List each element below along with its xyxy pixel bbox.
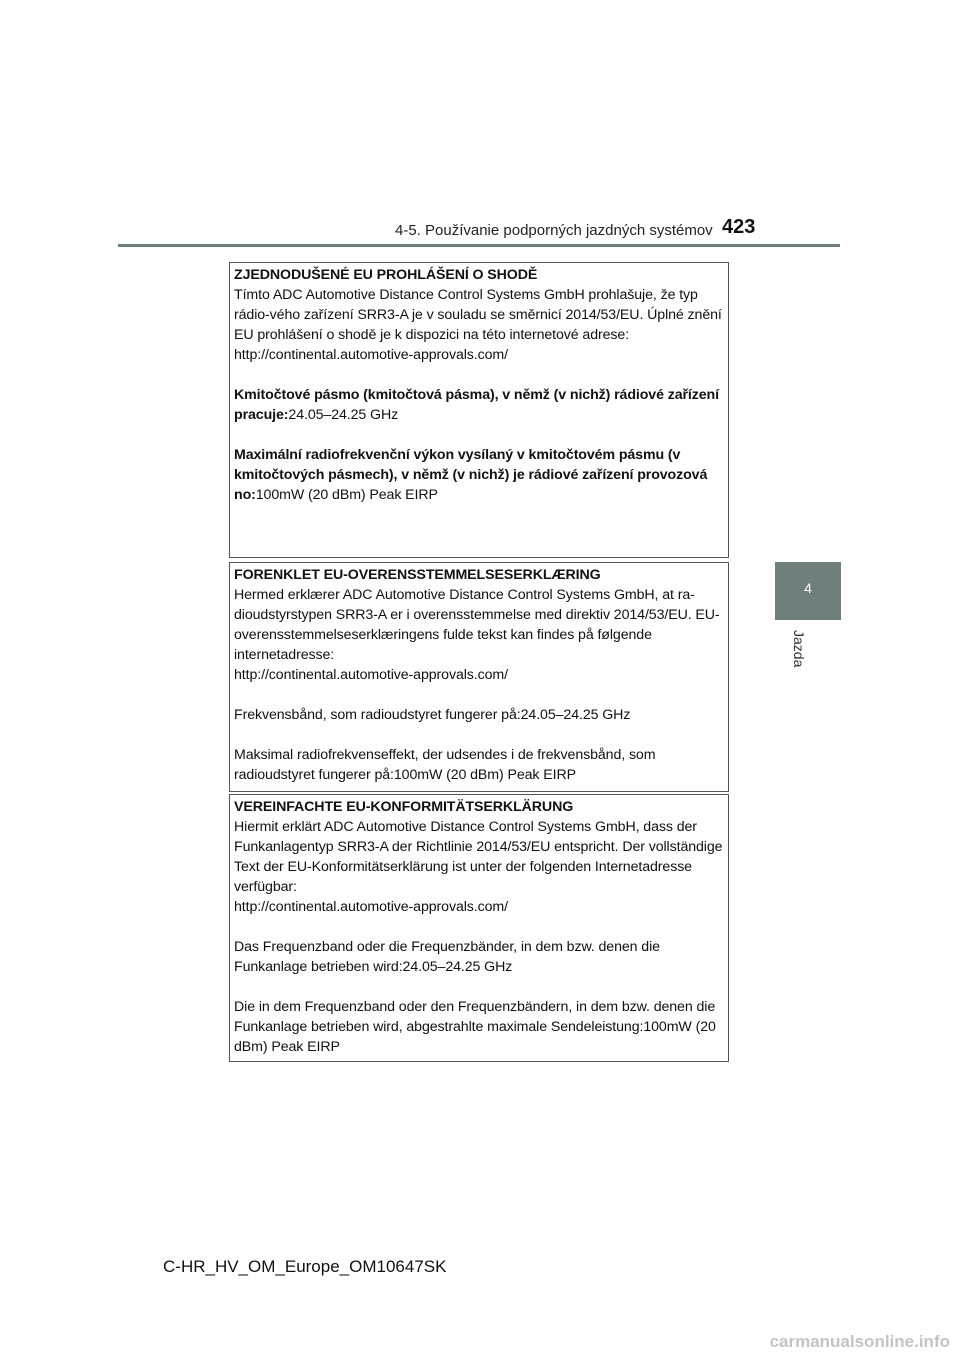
declaration-title: ZJEDNODUŠENÉ EU PROHLÁŠENÍ O SHODĚ — [234, 267, 538, 283]
chapter-number: 4 — [804, 580, 812, 596]
frequency-value: 24.05–24.25 GHz — [520, 707, 631, 723]
power-label: Maximální radiofrekvenční výkon vysílaný v kmitočtovém pásmu (v kmitočtových pásmech), v němž (v nichž) je rádiové zařízení provozová no: — [234, 447, 708, 503]
declaration-title: FORENKLET EU-OVERENSSTEMMELSESERKLÆRING — [234, 567, 601, 583]
declaration-text: Hermed erklærer ADC Automotive Distance Control Systems GmbH, at ra-dioudstyrstypen SRR3-A er i overensstemmelse med direktiv 2014/53/EU. EU-overensstemmelseserklæringens fulde tekst kan findes på følgende internetadresse: — [234, 587, 720, 663]
power-line — [234, 445, 724, 505]
frequency-line — [234, 705, 724, 725]
power-label: Maksimal radiofrekvenseffekt, der udsendes i de frekvensbånd, som radioudstyret fungerer på: — [234, 747, 656, 783]
chapter-tab — [775, 562, 841, 620]
declaration-url: http://continental.automotive-approvals.com/ — [234, 899, 508, 915]
power-label: Die in dem Frequenzband oder den Frequenzbändern, in dem bzw. denen die Funkanlage betrieben wird, abgestrahlte maximale Sendeleistung: — [234, 999, 716, 1035]
frequency-label: Kmitočtové pásmo (kmitočtová pásma), v němž (v nichž) rádiové zařízení pracuje: — [234, 387, 719, 423]
power-value: 100mW (20 dBm) Peak EIRP — [234, 1019, 716, 1055]
power-line — [234, 997, 724, 1057]
frequency-value: 24.05–24.25 GHz — [288, 407, 399, 423]
declaration-title: VEREINFACHTE EU-KONFORMITÄTSERKLÄRUNG — [234, 799, 574, 815]
header-rule — [118, 244, 840, 247]
frequency-value: 24.05–24.25 GHz — [402, 959, 513, 975]
power-value: 100mW (20 dBm) Peak EIRP — [393, 767, 576, 783]
declaration-url: http://continental.automotive-approvals.com/ — [234, 667, 508, 683]
watermark: carmanualsonline.info — [769, 1332, 950, 1351]
power-value: 100mW (20 dBm) Peak EIRP — [255, 487, 438, 503]
declaration-text: Hiermit erklärt ADC Automotive Distance Control Systems GmbH, dass der Funkanlagentyp SRR3-A der Richtlinie 2014/53/EU entspricht. Der vollständige Text der EU-Konformitätserklärung ist unter der folgenden Internetadresse verfügbar: — [234, 819, 723, 895]
declaration-box-dk — [229, 562, 729, 792]
frequency-label: Frekvensbånd, som radioudstyret fungerer på: — [234, 707, 521, 723]
section-title: 4-5. Používanie podporných jazdných systémov — [395, 222, 713, 239]
declaration-text: Tímto ADC Automotive Distance Control Systems GmbH prohlašuje, že typ rádio-vého zařízení SRR3-A je v souladu se směrnicí 2014/53/EU. Úplné znění EU prohlášení o shodě je k dispozici na této internetové adrese: — [234, 287, 722, 343]
frequency-line — [234, 937, 724, 977]
chapter-label: Jazda — [791, 630, 807, 668]
page-number: 423 — [722, 216, 756, 238]
declaration-box-cz — [229, 262, 729, 558]
declaration-box-de — [229, 794, 729, 1062]
footer-doc-code: C-HR_HV_OM_Europe_OM10647SK — [163, 1257, 447, 1276]
frequency-line — [234, 385, 724, 425]
frequency-label: Das Frequenzband oder die Frequenzbänder, in dem bzw. denen die Funkanlage betrieben wird: — [234, 939, 660, 975]
declaration-url: http://continental.automotive-approvals.com/ — [234, 347, 508, 363]
power-line — [234, 745, 724, 785]
